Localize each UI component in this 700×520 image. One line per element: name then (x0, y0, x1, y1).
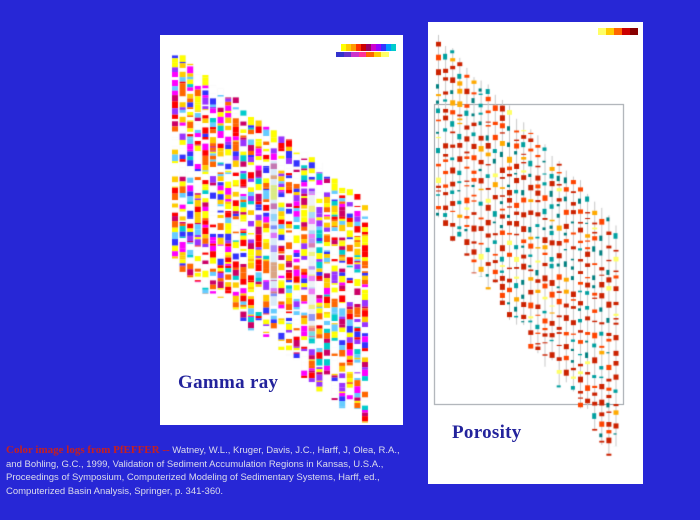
credit-line-3: Proceedings of Symposium, Computerized Modeling of Sedimentary Systems, Harff, ed., (6, 472, 380, 483)
porosity-log-image (428, 22, 643, 484)
gamma-color-scalebar-bottom (336, 52, 396, 57)
gamma-ray-caption: Gamma ray (178, 372, 279, 393)
credit-line-2: and Bohling, G.C., 1999, Validation of Sediment Accumulation Regions in Kansas, U.S.A., (6, 458, 384, 470)
gamma-ray-log-image (160, 35, 403, 425)
credit-line-1 (6, 444, 446, 458)
porosity-log-panel (428, 22, 643, 484)
credit-line-4: Computerized Basin Analysis, Springer, p. 341-360. (6, 485, 224, 497)
credit-lead: Color image logs from PfEFFER -- (6, 444, 170, 456)
credit-reference (6, 444, 446, 498)
gamma-color-scalebar-top (336, 44, 396, 51)
porosity-color-scalebar (590, 28, 638, 35)
credit-line-1-rest: Watney, W.L., Kruger, Davis, J.C., Harff, J, Olea, R.A., (169, 445, 400, 456)
gamma-ray-log-panel (160, 35, 403, 425)
porosity-caption: Porosity (452, 422, 522, 443)
